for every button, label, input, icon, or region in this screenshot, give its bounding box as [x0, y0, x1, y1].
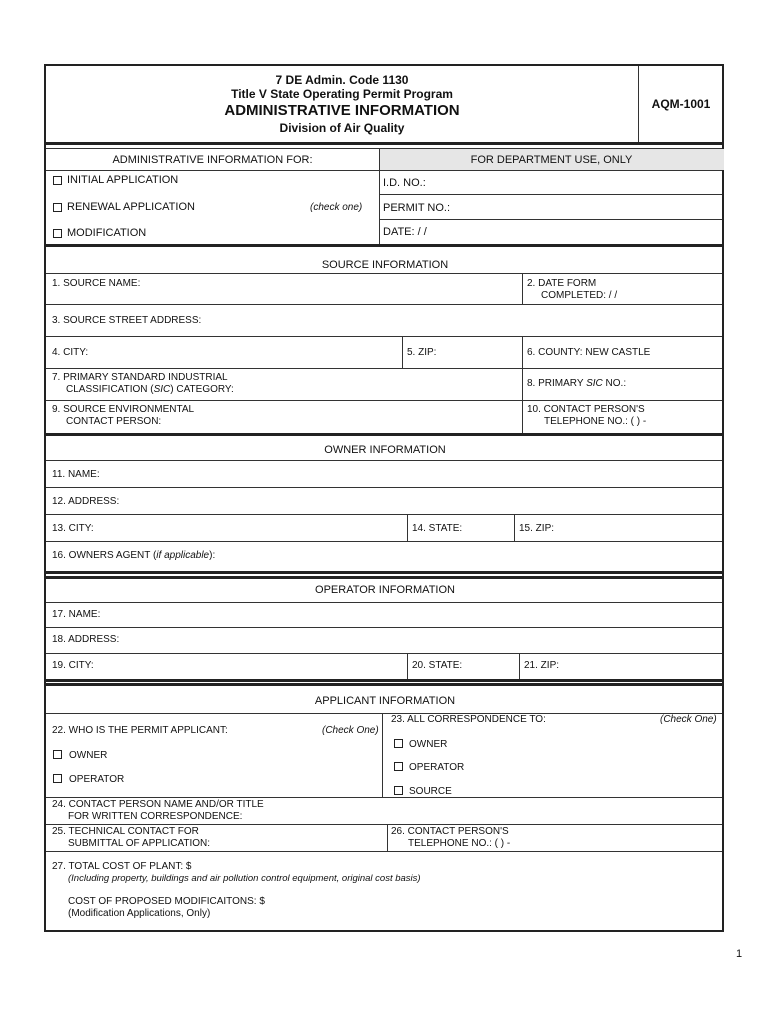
owner-city-label: 13. CITY: — [52, 523, 94, 534]
applicant-operator-label: OPERATOR — [69, 774, 125, 785]
check-one-left: (Check One) — [322, 725, 379, 736]
sic-category-label-2: CLASSIFICATION (SIC) CATEGORY: — [66, 384, 234, 395]
header-division: Division of Air Quality — [279, 121, 405, 135]
operator-city-label: 19. CITY: — [52, 660, 94, 671]
applicant-heading: APPLICANT INFORMATION — [314, 695, 456, 707]
county-label: 6. COUNTY: NEW CASTLE — [527, 347, 651, 358]
contact-person-title-label-2: FOR WRITTEN CORRESPONDENCE: — [68, 811, 243, 822]
header-program: Title V State Operating Permit Program — [231, 87, 453, 101]
date-form-label: 2. DATE FORM — [527, 278, 597, 289]
operator-heading: OPERATOR INFORMATION — [315, 584, 455, 596]
date-completed-label: COMPLETED: / / — [541, 290, 618, 301]
contact-phone-label-26a: 26. CONTACT PERSON'S — [391, 826, 509, 837]
owners-agent-label: 16. OWNERS AGENT (if applicable): — [52, 550, 216, 561]
sic-category-label-1: 7. PRIMARY STANDARD INDUSTRIAL — [52, 372, 228, 383]
header-code: 7 DE Admin. Code 1130 — [275, 73, 409, 87]
admin-heading: ADMINISTRATIVE INFORMATION FOR: — [112, 154, 313, 166]
contact-phone-label-1: 10. CONTACT PERSON'S — [527, 404, 645, 415]
owner-zip-label: 15. ZIP: — [519, 523, 555, 534]
source-zip-label: 5. ZIP: — [407, 347, 437, 358]
technical-contact-label-1: 25. TECHNICAL CONTACT FOR — [52, 826, 199, 837]
env-contact-label-1: 9. SOURCE ENVIRONMENTAL — [52, 404, 195, 415]
id-no-label: I.D. NO.: — [383, 177, 426, 189]
renewal-application-label: RENEWAL APPLICATION — [67, 201, 195, 213]
initial-application-checkbox[interactable] — [53, 176, 62, 185]
primary-sic-label: 8. PRIMARY SIC NO.: — [527, 378, 627, 389]
operator-address-label: 18. ADDRESS: — [52, 634, 120, 645]
source-street-address-label: 3. SOURCE STREET ADDRESS: — [52, 315, 202, 326]
initial-application-label: INITIAL APPLICATION — [67, 174, 179, 186]
header-title: ADMINISTRATIVE INFORMATION — [224, 102, 460, 119]
applicant-owner-label: OWNER — [69, 750, 108, 761]
owner-name-label: 11. NAME: — [52, 469, 100, 480]
source-name-label: 1. SOURCE NAME: — [52, 278, 141, 289]
form-id: AQM-1001 — [651, 97, 711, 111]
owner-heading: OWNER INFORMATION — [324, 444, 446, 456]
applicant-operator-checkbox[interactable] — [53, 774, 62, 783]
modification-checkbox[interactable] — [53, 229, 62, 238]
source-city-label: 4. CITY: — [52, 347, 89, 358]
corr-operator-label: OPERATOR — [409, 762, 465, 773]
header-bottom-rule — [46, 142, 722, 145]
total-cost-note: (Including property, buildings and air pollution control equipment, original cost basis) — [68, 873, 421, 884]
contact-phone-label-26b: TELEPHONE NO.: ( ) - — [408, 838, 511, 849]
correspondence-label: 23. ALL CORRESPONDENCE TO: — [391, 714, 546, 725]
operator-zip-label: 21. ZIP: — [524, 660, 560, 671]
corr-owner-checkbox[interactable] — [394, 739, 403, 748]
owner-state-label: 14. STATE: — [412, 523, 463, 534]
modification-cost-note: (Modification Applications, Only) — [68, 908, 211, 919]
permit-no-label: PERMIT NO.: — [383, 202, 451, 214]
corr-source-label: SOURCE — [409, 786, 452, 797]
corr-operator-checkbox[interactable] — [394, 762, 403, 771]
permit-applicant-label: 22. WHO IS THE PERMIT APPLICANT: — [52, 725, 228, 736]
env-contact-label-2: CONTACT PERSON: — [66, 416, 162, 427]
source-heading: SOURCE INFORMATION — [321, 259, 449, 271]
check-one-note: (check one) — [310, 202, 363, 213]
owner-address-label: 12. ADDRESS: — [52, 496, 120, 507]
check-one-right: (Check One) — [660, 714, 717, 725]
technical-contact-label-2: SUBMITTAL OF APPLICATION: — [68, 838, 211, 849]
page-number: 1 — [736, 948, 743, 960]
corr-owner-label: OWNER — [409, 739, 448, 750]
corr-source-checkbox[interactable] — [394, 786, 403, 795]
modification-label: MODIFICATION — [67, 227, 147, 239]
modification-cost-label: COST OF PROPOSED MODIFICAITONS: $ — [68, 896, 265, 907]
operator-name-label: 17. NAME: — [52, 609, 101, 620]
contact-phone-label-2: TELEPHONE NO.: ( ) - — [544, 416, 647, 427]
applicant-owner-checkbox[interactable] — [53, 750, 62, 759]
total-cost-label: 27. TOTAL COST OF PLANT: $ — [52, 861, 192, 872]
contact-person-title-label-1: 24. CONTACT PERSON NAME AND/OR TITLE — [52, 799, 264, 810]
dept-heading: FOR DEPARTMENT USE, ONLY — [470, 154, 633, 166]
permit-form — [44, 64, 724, 932]
operator-state-label: 20. STATE: — [412, 660, 463, 671]
renewal-application-checkbox[interactable] — [53, 203, 62, 212]
date-label: DATE: / / — [383, 226, 427, 238]
